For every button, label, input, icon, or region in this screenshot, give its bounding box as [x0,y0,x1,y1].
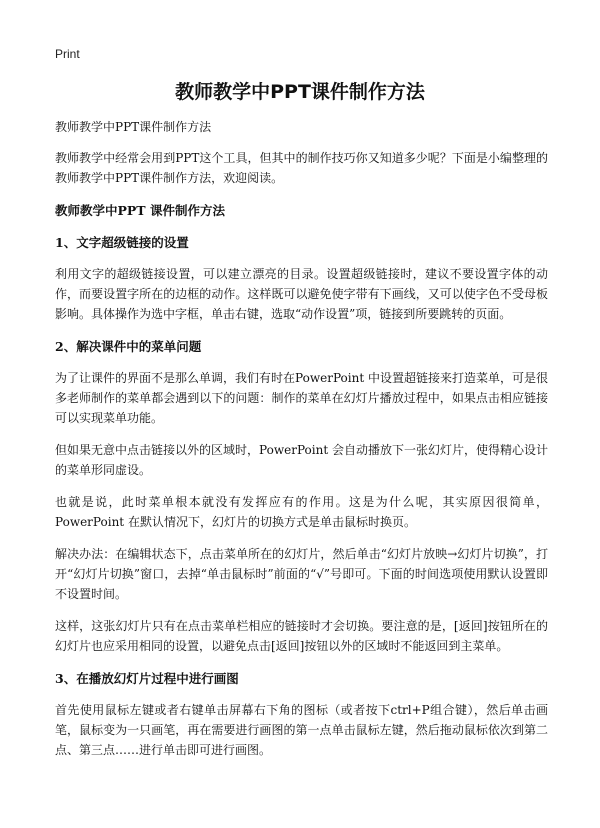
intro-paragraph: 教师教学中经常会用到PPT这个工具，但其中的制作技巧你又知道多少呢？下面是小编整理的教师教学中PPT课件制作方法，欢迎阅读。 [55,151,548,185]
section-2-paragraph-5: 这样，这张幻灯片只有在点击菜单栏相应的链接时才会切换。要注意的是，[返回]按钮所在的幻灯片也应采用相同的设置，以避免点击[返回]按钮以外的区域时不能返回到主菜单。 [55,619,548,653]
print-label: Print [55,47,80,61]
document-body [55,117,548,772]
section-2-paragraph-2: 但如果无意中点击链接以外的区域时，PowerPoint 会自动播放下一张幻灯片，使得精心设计的菜单形同虚设。 [55,443,548,477]
document-title: 教师教学中PPT课件制作方法 [175,81,425,103]
document-subtitle: 教师教学中PPT课件制作方法 [55,120,212,134]
section-3-heading: 3、在播放幻灯片过程中进行画图 [55,671,239,686]
section-1-heading: 1、文字超级链接的设置 [55,235,189,250]
section-2-paragraph-3: 也就是说，此时菜单根本就没有发挥应有的作用。这是为什么呢，其实原因很简单，PowerPoint 在默认情况下，幻灯片的切换方式是单击鼠标时换页。 [55,495,548,529]
section-1-paragraph-1: 利用文字的超级链接设置，可以建立漂亮的目录。设置超级链接时，建议不要设置字体的动作，而要设置字所在的边框的动作。这样既可以避免使字带有下画线，又可以使字色不受母板影响。具体操作为选中字框，单击右键，选取“动作设置”项，链接到所要跳转的页面。 [55,267,548,321]
section-2-heading: 2、解决课件中的菜单问题 [55,339,202,354]
section-2-paragraph-4: 解决办法：在编辑状态下，点击菜单所在的幻灯片，然后单击“幻灯片放映→幻灯片切换”，打开“幻灯片切换”窗口，去掉“单击鼠标时”前面的“√”号即可。下面的时间选项使用默认设置即不设置时间。 [55,547,548,601]
section-3-paragraph-1: 首先使用鼠标左键或者右键单击屏幕右下角的图标（或者按下ctrl+P组合键），然后单击画笔，鼠标变为一只画笔，再在需要进行画图的第一点单击鼠标左键，然后拖动鼠标依次到第二点、第三点……进行单击即可进行画图。 [55,703,548,757]
section-heading: 教师教学中PPT 课件制作方法 [55,203,225,218]
section-2-paragraph-1: 为了让课件的界面不是那么单调，我们有时在PowerPoint 中设置超链接来打造菜单，可是很多老师制作的菜单都会遇到以下的问题：制作的菜单在幻灯片播放过程中，如果点击相应链接可以实现菜单功能。 [55,371,548,425]
